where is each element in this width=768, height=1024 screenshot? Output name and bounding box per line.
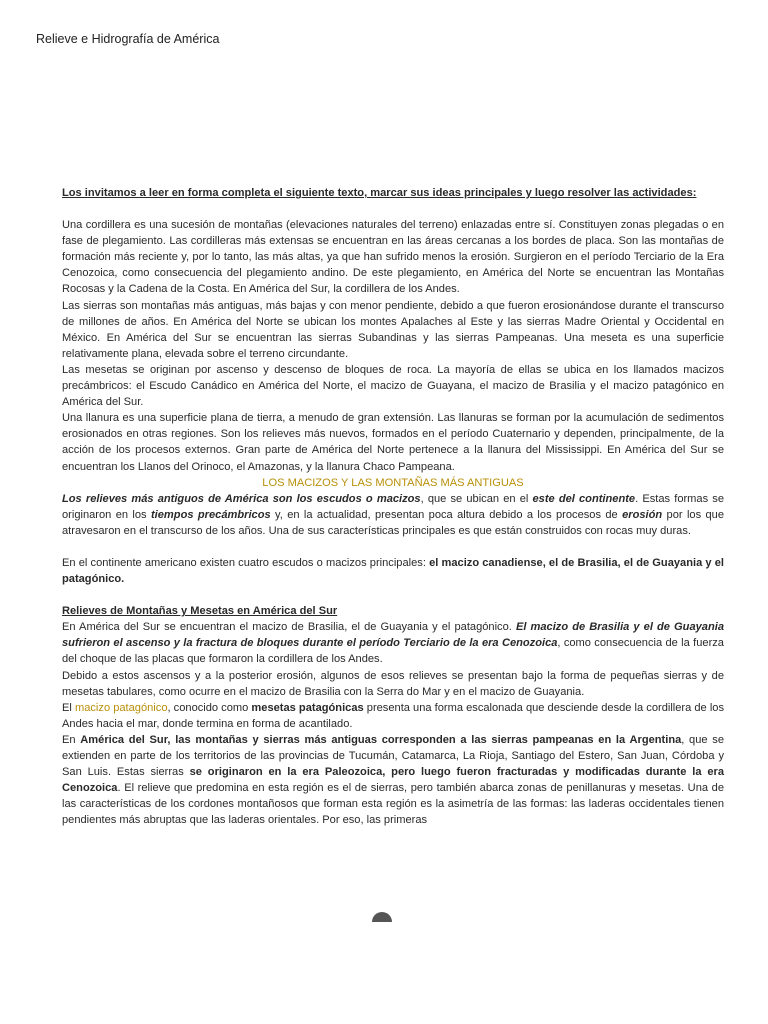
text-span: En: [62, 733, 81, 746]
document-body: [62, 185, 724, 828]
text-span: , que se ubican en el: [420, 492, 533, 505]
text-span: , que se extienden en parte de los territorios de las provincias de Tucumán, Catamarca, La Rioja, Santiago del Estero, San Juan, Córdoba y San Luis. Estas sierras: [62, 733, 725, 779]
section-title-relieves: Relieves de Montañas y Mesetas en América del Sur: [62, 605, 338, 618]
text-span: , como consecuencia de la fuerza del choque de las placas que formaron la cordillera de los Andes.: [62, 637, 724, 666]
paragraph-relieves: [62, 619, 724, 667]
section-title-macizos: LOS MACIZOS Y LAS MONTAÑAS MÁS ANTIGUAS: [262, 476, 524, 489]
text-span: América del Sur, las montañas y sierras más antiguas corresponden a las sierras pampeanas en la Argentina: [80, 733, 682, 746]
text-span: . El relieve que predomina en esta región es el de sierras, pero también abarca zonas de penillanuras y mesetas. Una de las características de los cordones montañosos que forman esta región es la asimetría de las formas: las laderas occidentales tienen pendientes más abruptas que las laderas orientales. Por eso, las primeras: [62, 782, 724, 827]
text-span: En el continente americano existen cuatro escudos o macizos principales:: [62, 556, 430, 569]
text-span: El: [62, 701, 75, 714]
paragraph-escudos: [62, 555, 724, 587]
paragraph-sierras: Las sierras son montañas más antiguas, más bajas y con menor pendiente, debido a que fueron erosionándose durante el transcurso de millones de años. En América del Norte se ubican los montes Apalaches al Este y las sierras Madre Oriental y Occidental en México. En América del Sur se encuentran las sierras Subandinas y las sierras Pampeanas. Una meseta es una superficie relativamente plana, elevada sobre el terreno circundante.: [62, 299, 724, 360]
text-span: , conocido como: [167, 701, 252, 714]
text-span: mesetas patagónicas: [251, 701, 364, 714]
text-span: se originaron en la era Paleozoica, pero luego fueron fracturadas y modificadas durante la era Cenozoica: [62, 766, 724, 795]
text-span: Los relieves más antiguos de América son los escudos o macizos: [62, 492, 421, 505]
text-span: presenta una forma escalonada que desciende desde la cordillera de los Andes hacia el mar, donde termina en forma de acantilado.: [62, 701, 725, 730]
text-span: En América del Sur se encuentran el macizo de Brasilia, el de Guayania y el patagónico.: [62, 621, 516, 634]
text-span: el macizo canadiense, el de Brasilia, el de Guayania y el patagónico.: [62, 556, 724, 586]
text-span: macizo patagónico: [74, 701, 168, 714]
instructions: Los invitamos a leer en forma completa el siguiente texto, marcar sus ideas principales y luego resolver las actividades:: [62, 187, 697, 199]
document-title: Relieve e Hidrografía de América: [36, 32, 220, 46]
paragraph-pampeanas: [62, 732, 724, 829]
text-span: por los que atravesaron en el transcurso de los años. Una de sus características principales es que están construidos con rocas muy duras.: [62, 508, 725, 537]
text-span: este del continente: [532, 492, 636, 505]
paragraph-llanuras: Una llanura es una superficie plana de tierra, a menudo de gran extensión. Las llanuras se forman por la acumulación de sedimentos erosionados en otras regiones. Son los relieves más nuevos, formados en el período Cuaternario y dependen, principalmente, de la acción de los procesos externos. Gran parte de América del Norte pertenece a la llanura del Mississippi. En América del Sur se encuentran los Llanos del Orinoco, el Amazonas, y la llanura Chaco Pampeana.: [62, 412, 724, 473]
text-span: El macizo de Brasilia y el de Guayania sufrieron el ascenso y la fractura de bloques durante el período Terciario de la era Cenozoica: [62, 621, 724, 650]
paragraph-erosion: Debido a estos ascensos y a la posterior erosión, algunos de esos relieves se presentan bajo la forma de pequeñas sierras y de mesetas tabulares, como ocurre en el macizo de Brasilia con la Serra do Mar y en el macizo de Guayania.: [62, 669, 724, 698]
paragraph-patagonico: [62, 700, 724, 732]
paragraph-macizos: [62, 491, 724, 539]
paragraph-cordillera: Una cordillera es una sucesión de montañas (elevaciones naturales del terreno) enlazadas entre sí. Constituyen zonas plegadas o en fase de plegamiento. Las cordilleras más extensas se encuentran en las áreas cercanas a los bordes de placa. Son las montañas de formación más reciente y, por lo tanto, las más altas, ya que han sufrido menos la erosión. Surgieron en el período Terciario de la Era Cenozoica, como consecuencia del plegamiento andino. De este plegamiento, en América del Norte se encuentran las Montañas Rocosas y la Cadena de la Costa. En América del Sur, la cordillera de los Andes.: [62, 219, 724, 296]
text-span: y, en la actualidad, presentan poca altura debido a los procesos de: [270, 508, 623, 521]
text-span: . Estas formas se originaron en los: [62, 492, 725, 521]
text-span: erosión: [622, 508, 663, 521]
scroll-indicator[interactable]: [372, 912, 392, 922]
text-span: tiempos precámbricos: [150, 508, 271, 521]
paragraph-mesetas: Las mesetas se originan por ascenso y descenso de bloques de roca. La mayoría de ellas se ubica en los llamados macizos precámbricos: el Escudo Canádico en América del Norte, el macizo de Guayana, el macizo de Brasilia y el macizo patagónico en América del Sur.: [62, 363, 724, 409]
